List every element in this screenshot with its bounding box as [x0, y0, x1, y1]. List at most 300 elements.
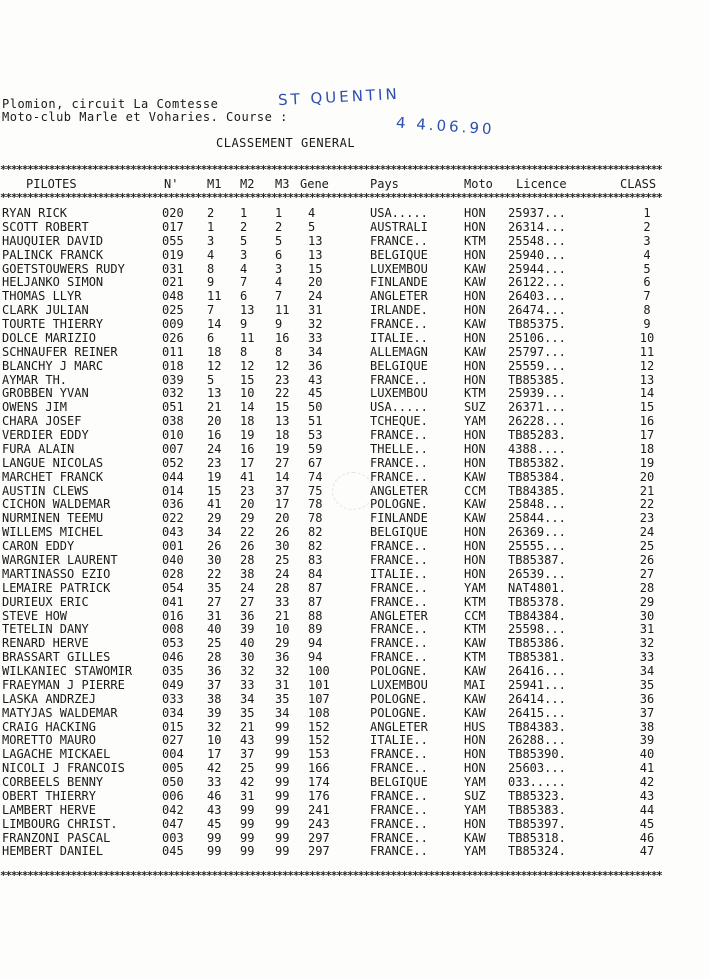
- separator-top: **************************************************************************************************************************: [0, 163, 662, 176]
- licence-number: 25848...: [508, 497, 566, 512]
- separator-bottom: **************************************************************************************************************************: [0, 869, 662, 882]
- motorcycle-brand: HUS: [464, 719, 486, 734]
- rider-number: 043: [162, 525, 184, 540]
- class-rank: 29: [639, 594, 655, 609]
- general-total: 152: [308, 733, 330, 748]
- general-total: 78: [308, 497, 323, 512]
- licence-number: TB85387.: [508, 553, 566, 567]
- manche-2: 38: [240, 566, 255, 581]
- country: FRANCE..: [370, 580, 428, 595]
- pilot-name: OWENS JIM: [2, 400, 68, 415]
- licence-number: 25598...: [508, 622, 566, 637]
- country: ANGLETER: [370, 608, 428, 623]
- country: TCHEQUE.: [370, 414, 428, 429]
- pilot-name: TETELIN DANY: [2, 622, 89, 637]
- licence-number: 26288...: [508, 733, 566, 748]
- motorcycle-brand: KAW: [464, 511, 486, 526]
- class-rank: 46: [639, 830, 655, 845]
- motorcycle-brand: KAW: [464, 664, 486, 679]
- manche-3: 99: [275, 802, 290, 817]
- manche-2: 15: [240, 372, 255, 387]
- rider-number: 011: [162, 344, 184, 359]
- manche-2: 1: [240, 206, 248, 220]
- manche-3: 37: [275, 483, 290, 498]
- class-rank: 15: [639, 400, 655, 415]
- general-total: 108: [308, 705, 330, 720]
- general-total: 31: [308, 303, 323, 318]
- class-rank: 26: [639, 553, 655, 567]
- col-num: N': [164, 177, 179, 191]
- licence-number: NAT4801.: [508, 580, 566, 595]
- manche-2: 18: [240, 414, 255, 429]
- motorcycle-brand: YAM: [464, 580, 486, 595]
- licence-number: TB85375.: [508, 317, 566, 332]
- general-total: 297: [308, 830, 330, 845]
- manche-2: 22: [240, 525, 255, 540]
- general-total: 13: [308, 233, 323, 248]
- class-rank: 13: [639, 372, 655, 387]
- class-rank: 47: [639, 844, 655, 859]
- manche-3: 21: [275, 608, 290, 623]
- licence-number: 25939...: [508, 386, 566, 401]
- motorcycle-brand: HON: [464, 816, 486, 831]
- motorcycle-brand: HON: [464, 428, 486, 443]
- licence-number: 26414...: [508, 691, 566, 706]
- licence-number: TB85283.: [508, 428, 566, 443]
- table-row: [0, 359, 709, 373]
- class-rank: 14: [639, 386, 655, 401]
- general-total: 51: [308, 414, 323, 429]
- pilot-name: WILKANIEC STAWOMIR: [2, 664, 133, 679]
- licence-number: 25797...: [508, 344, 566, 359]
- manche-2: 99: [240, 844, 255, 859]
- general-total: 78: [308, 511, 323, 526]
- manche-3: 99: [275, 830, 290, 845]
- manche-1: 36: [207, 664, 222, 679]
- manche-1: 46: [207, 788, 222, 803]
- rider-number: 041: [162, 594, 184, 609]
- rider-number: 008: [162, 622, 184, 637]
- table-row: [0, 400, 709, 414]
- manche-1: 99: [207, 844, 222, 859]
- rider-number: 033: [162, 691, 184, 706]
- manche-3: 22: [275, 386, 290, 401]
- table-row: [0, 525, 709, 539]
- manche-2: 8: [240, 344, 248, 359]
- licence-number: TB85323.: [508, 788, 566, 803]
- country: FRANCE..: [370, 802, 428, 817]
- class-rank: 44: [639, 802, 655, 817]
- manche-2: 10: [240, 386, 255, 401]
- rider-number: 036: [162, 497, 184, 512]
- rider-number: 050: [162, 775, 184, 790]
- general-total: 241: [308, 802, 330, 817]
- pilot-name: LASKA ANDRZEJ: [2, 691, 96, 706]
- class-rank: 5: [643, 261, 651, 276]
- motorcycle-brand: KAW: [464, 469, 486, 484]
- manche-3: 3: [275, 261, 283, 276]
- manche-3: 7: [275, 289, 283, 304]
- pilot-name: TOURTE THIERRY: [2, 317, 104, 332]
- manche-3: 25: [275, 553, 290, 567]
- pilot-name: GROBBEN YVAN: [2, 386, 89, 401]
- country: FRANCE..: [370, 539, 428, 554]
- manche-3: 13: [275, 414, 290, 429]
- class-rank: 37: [639, 705, 655, 720]
- rider-number: 035: [162, 664, 184, 679]
- motorcycle-brand: KTM: [464, 386, 486, 401]
- manche-2: 16: [240, 441, 255, 456]
- handwritten-date: 4 4.06.90: [395, 113, 496, 139]
- manche-2: 24: [240, 580, 255, 595]
- manche-2: 41: [240, 469, 255, 484]
- general-total: 174: [308, 775, 330, 790]
- manche-2: 20: [240, 497, 255, 512]
- pilot-name: PALINCK FRANCK: [2, 247, 104, 262]
- pilot-name: HAUQUIER DAVID: [2, 233, 104, 248]
- table-row: [0, 609, 709, 623]
- manche-1: 12: [207, 358, 222, 373]
- motorcycle-brand: HON: [464, 372, 486, 387]
- licence-number: TB85385.: [508, 372, 566, 387]
- pilot-name: LAGACHE MICKAEL: [2, 747, 111, 762]
- manche-1: 26: [207, 539, 222, 554]
- manche-3: 20: [275, 511, 290, 526]
- manche-2: 4: [240, 261, 248, 276]
- licence-number: 25944...: [508, 261, 566, 276]
- table-row: [0, 622, 709, 636]
- motorcycle-brand: KAW: [464, 497, 486, 512]
- table-row: [0, 636, 709, 650]
- table-row: [0, 220, 709, 234]
- table-row: [0, 803, 709, 817]
- general-total: 87: [308, 594, 323, 609]
- country: ITALIE..: [370, 330, 428, 345]
- general-total: 34: [308, 344, 323, 359]
- motorcycle-brand: HON: [464, 441, 486, 456]
- general-total: 43: [308, 372, 323, 387]
- class-rank: 43: [639, 788, 655, 803]
- manche-1: 28: [207, 650, 222, 665]
- manche-1: 42: [207, 761, 222, 776]
- class-rank: 35: [639, 677, 655, 692]
- general-total: 100: [308, 664, 330, 679]
- motorcycle-brand: KAW: [464, 344, 486, 359]
- manche-3: 10: [275, 622, 290, 637]
- country: LUXEMBOU: [370, 386, 428, 401]
- manche-2: 31: [240, 788, 255, 803]
- table-row: [0, 664, 709, 678]
- pilot-name: BRASSART GILLES: [2, 650, 111, 665]
- class-rank: 11: [639, 344, 655, 359]
- manche-3: 12: [275, 358, 290, 373]
- manche-3: 99: [275, 816, 290, 831]
- manche-1: 9: [207, 275, 215, 290]
- class-rank: 25: [639, 539, 655, 554]
- motorcycle-brand: KAW: [464, 636, 486, 651]
- rider-number: 003: [162, 830, 184, 845]
- rider-number: 054: [162, 580, 184, 595]
- class-rank: 41: [639, 761, 655, 776]
- general-total: 74: [308, 469, 323, 484]
- class-rank: 18: [639, 441, 655, 456]
- country: FRANCE..: [370, 428, 428, 443]
- general-total: 4: [308, 206, 316, 220]
- licence-number: TB85378.: [508, 594, 566, 609]
- table-row: [0, 275, 709, 289]
- pilot-name: STEVE HOW: [2, 608, 68, 623]
- motorcycle-brand: YAM: [464, 414, 486, 429]
- manche-1: 15: [207, 483, 222, 498]
- rider-number: 045: [162, 844, 184, 859]
- rider-number: 028: [162, 566, 184, 581]
- general-total: 59: [308, 441, 323, 456]
- motorcycle-brand: CCM: [464, 608, 486, 623]
- manche-2: 32: [240, 664, 255, 679]
- rider-number: 038: [162, 414, 184, 429]
- country: FRANCE..: [370, 317, 428, 332]
- manche-1: 19: [207, 469, 222, 484]
- rider-number: 049: [162, 677, 184, 692]
- manche-3: 34: [275, 705, 290, 720]
- motorcycle-brand: KAW: [464, 705, 486, 720]
- col-m2: M2: [240, 177, 255, 191]
- manche-2: 40: [240, 636, 255, 651]
- motorcycle-brand: HON: [464, 303, 486, 318]
- class-rank: 40: [639, 747, 655, 762]
- class-rank: 17: [639, 428, 655, 443]
- manche-2: 28: [240, 553, 255, 567]
- manche-3: 2: [275, 219, 283, 234]
- motorcycle-brand: KTM: [464, 622, 486, 637]
- rider-number: 001: [162, 539, 184, 554]
- licence-number: 26474...: [508, 303, 566, 318]
- manche-1: 20: [207, 414, 222, 429]
- pilot-name: NURMINEN TEEMU: [2, 511, 104, 526]
- country: FRANCE..: [370, 455, 428, 470]
- table-row: [0, 567, 709, 581]
- motorcycle-brand: SUZ: [464, 788, 486, 803]
- manche-1: 37: [207, 677, 222, 692]
- manche-2: 25: [240, 761, 255, 776]
- table-row: [0, 581, 709, 595]
- pilot-name: SCHNAUFER REINER: [2, 344, 118, 359]
- general-total: 176: [308, 788, 330, 803]
- manche-3: 99: [275, 761, 290, 776]
- manche-1: 7: [207, 303, 215, 318]
- manche-1: 11: [207, 289, 222, 304]
- general-total: 89: [308, 622, 323, 637]
- motorcycle-brand: KAW: [464, 317, 486, 332]
- pilot-name: LAMBERT HERVE: [2, 802, 96, 817]
- country: BELGIQUE: [370, 775, 428, 790]
- pilot-name: MARTINASSO EZIO: [2, 566, 111, 581]
- class-rank: 27: [639, 566, 655, 581]
- motorcycle-brand: HON: [464, 358, 486, 373]
- class-rank: 30: [639, 608, 655, 623]
- general-total: 5: [308, 219, 316, 234]
- pilot-name: SCOTT ROBERT: [2, 219, 89, 234]
- manche-3: 9: [275, 317, 283, 332]
- country: FRANCE..: [370, 816, 428, 831]
- col-m3: M3: [275, 177, 290, 191]
- manche-2: 39: [240, 622, 255, 637]
- general-total: 152: [308, 719, 330, 734]
- manche-2: 30: [240, 650, 255, 665]
- motorcycle-brand: HON: [464, 219, 486, 234]
- manche-2: 99: [240, 830, 255, 845]
- country: AUSTRALI: [370, 219, 428, 234]
- pilot-name: CHARA JOSEF: [2, 414, 82, 429]
- motorcycle-brand: HON: [464, 289, 486, 304]
- class-rank: 20: [639, 469, 655, 484]
- class-rank: 28: [639, 580, 655, 595]
- rider-number: 006: [162, 788, 184, 803]
- table-row: [0, 303, 709, 317]
- pilot-name: MATYJAS WALDEMAR: [2, 705, 118, 720]
- col-m1: M1: [207, 177, 222, 191]
- manche-2: 99: [240, 802, 255, 817]
- general-total: 153: [308, 747, 330, 762]
- pilot-name: WILLEMS MICHEL: [2, 525, 104, 540]
- manche-3: 27: [275, 455, 290, 470]
- licence-number: 26416...: [508, 664, 566, 679]
- motorcycle-brand: KAW: [464, 830, 486, 845]
- rider-number: 025: [162, 303, 184, 318]
- pilot-name: CARON EDDY: [2, 539, 75, 554]
- licence-number: 25548...: [508, 233, 566, 248]
- manche-1: 33: [207, 775, 222, 790]
- manche-3: 32: [275, 664, 290, 679]
- country: FRANCE..: [370, 636, 428, 651]
- country: IRLANDE.: [370, 303, 428, 318]
- licence-number: 25555...: [508, 539, 566, 554]
- licence-number: TB84385.: [508, 483, 566, 498]
- col-class: CLASS: [620, 177, 657, 191]
- motorcycle-brand: CCM: [464, 483, 486, 498]
- rider-number: 039: [162, 372, 184, 387]
- pilot-name: BLANCHY J MARC: [2, 358, 104, 373]
- manche-1: 30: [207, 553, 222, 567]
- table-row: [0, 428, 709, 442]
- country: FRANCE..: [370, 650, 428, 665]
- table-row: [0, 678, 709, 692]
- table-row: [0, 720, 709, 734]
- manche-1: 32: [207, 719, 222, 734]
- country: FINLANDE: [370, 275, 428, 290]
- rider-number: 018: [162, 358, 184, 373]
- country: FINLANDE: [370, 511, 428, 526]
- pilot-name: RENARD HERVE: [2, 636, 89, 651]
- manche-1: 99: [207, 830, 222, 845]
- motorcycle-brand: HON: [464, 761, 486, 776]
- manche-3: 11: [275, 303, 290, 318]
- country: POLOGNE.: [370, 691, 428, 706]
- motorcycle-brand: HON: [464, 525, 486, 540]
- class-rank: 36: [639, 691, 655, 706]
- manche-1: 10: [207, 733, 222, 748]
- licence-number: 25603...: [508, 761, 566, 776]
- rider-number: 014: [162, 483, 184, 498]
- general-total: 82: [308, 539, 323, 554]
- manche-2: 19: [240, 428, 255, 443]
- motorcycle-brand: SUZ: [464, 400, 486, 415]
- table-row: [0, 345, 709, 359]
- general-total: 45: [308, 386, 323, 401]
- table-row: [0, 733, 709, 747]
- manche-1: 14: [207, 317, 222, 332]
- class-rank: 10: [639, 330, 655, 345]
- manche-1: 41: [207, 497, 222, 512]
- country: FRANCE..: [370, 233, 428, 248]
- rider-number: 017: [162, 219, 184, 234]
- class-rank: 34: [639, 664, 655, 679]
- pilot-name: AYMAR TH.: [2, 372, 68, 387]
- manche-1: 3: [207, 233, 215, 248]
- licence-number: 26228...: [508, 414, 566, 429]
- pilot-name: FRANZONI PASCAL: [2, 830, 111, 845]
- country: ANGLETER: [370, 289, 428, 304]
- separator-header: **************************************************************************************************************************: [0, 191, 662, 204]
- rider-number: 034: [162, 705, 184, 720]
- manche-3: 35: [275, 691, 290, 706]
- manche-3: 16: [275, 330, 290, 345]
- manche-2: 23: [240, 483, 255, 498]
- manche-2: 42: [240, 775, 255, 790]
- rider-number: 047: [162, 816, 184, 831]
- country: ITALIE..: [370, 566, 428, 581]
- licence-number: 25844...: [508, 511, 566, 526]
- table-row: [0, 775, 709, 789]
- rider-number: 055: [162, 233, 184, 248]
- table-row: [0, 206, 709, 220]
- class-rank: 21: [639, 483, 655, 498]
- table-row: [0, 747, 709, 761]
- motorcycle-brand: KAW: [464, 275, 486, 290]
- manche-3: 8: [275, 344, 283, 359]
- manche-3: 15: [275, 400, 290, 415]
- general-total: 87: [308, 580, 323, 595]
- manche-3: 17: [275, 497, 290, 512]
- licence-number: 25559...: [508, 358, 566, 373]
- header-club: Moto-club Marle et Voharies. Course :: [2, 110, 288, 124]
- manche-2: 3: [240, 247, 248, 262]
- general-total: 67: [308, 455, 323, 470]
- manche-3: 99: [275, 775, 290, 790]
- rider-number: 007: [162, 441, 184, 456]
- rider-number: 031: [162, 261, 184, 276]
- manche-2: 29: [240, 511, 255, 526]
- rider-number: 044: [162, 469, 184, 484]
- pilot-name: MARCHET FRANCK: [2, 469, 104, 484]
- table-row: [0, 289, 709, 303]
- licence-number: 26122...: [508, 275, 566, 290]
- manche-1: 23: [207, 455, 222, 470]
- manche-2: 33: [240, 677, 255, 692]
- table-row: [0, 373, 709, 387]
- manche-1: 27: [207, 594, 222, 609]
- table-row: [0, 386, 709, 400]
- motorcycle-brand: KAW: [464, 261, 486, 276]
- country: FRANCE..: [370, 553, 428, 567]
- motorcycle-brand: MAI: [464, 677, 486, 692]
- manche-1: 1: [207, 219, 215, 234]
- manche-3: 19: [275, 441, 290, 456]
- manche-3: 6: [275, 247, 283, 262]
- manche-3: 24: [275, 566, 290, 581]
- table-row: [0, 844, 709, 858]
- manche-1: 6: [207, 330, 215, 345]
